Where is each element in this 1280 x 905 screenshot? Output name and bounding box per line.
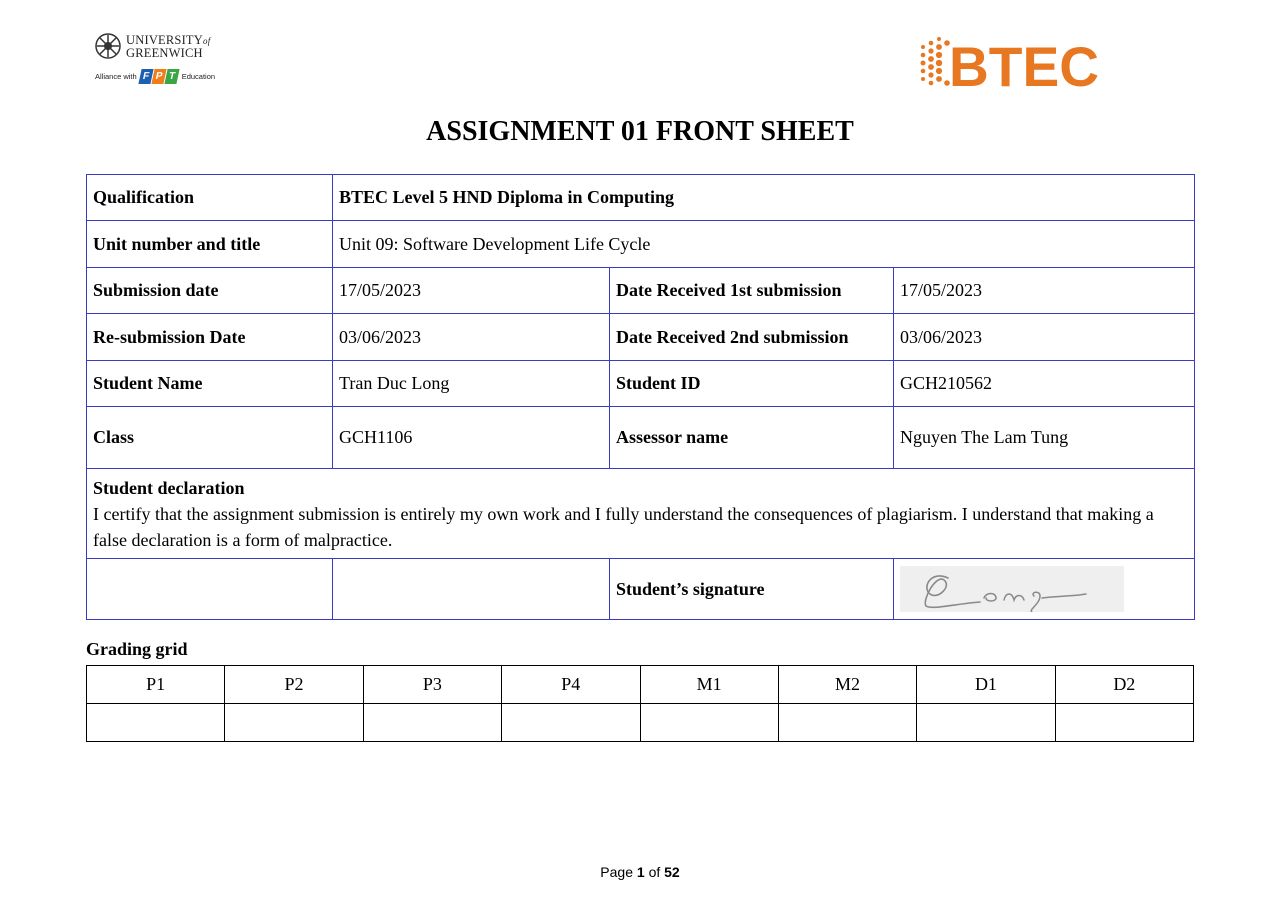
grade-header-p4: P4 <box>502 666 640 704</box>
btec-logo <box>917 33 1102 93</box>
unit-value: Unit 09: Software Development Life Cycle <box>333 221 1195 268</box>
grade-header-d2: D2 <box>1055 666 1193 704</box>
education-text: Education <box>181 72 216 81</box>
date-received-2-label: Date Received 2nd submission <box>610 314 894 361</box>
student-name-value: Tran Duc Long <box>333 361 610 407</box>
grade-cell-p4 <box>502 704 640 742</box>
signature-label: Student’s signature <box>610 559 894 620</box>
student-name-label: Student Name <box>87 361 333 407</box>
grade-header-p3: P3 <box>363 666 501 704</box>
grade-cell-d2 <box>1055 704 1193 742</box>
date-received-1-value: 17/05/2023 <box>894 268 1195 314</box>
grade-header-p1: P1 <box>87 666 225 704</box>
student-id-label: Student ID <box>610 361 894 407</box>
date-received-2-value: 03/06/2023 <box>894 314 1195 361</box>
grade-header-m1: M1 <box>640 666 778 704</box>
greenwich-crest-icon <box>95 33 121 59</box>
empty-cell <box>87 559 333 620</box>
front-sheet-table <box>86 174 1195 620</box>
grade-cell-p3 <box>363 704 501 742</box>
university-of-greenwich-logo: UNIVERSITYof GREENWICH Alliance with F P T Education <box>95 32 216 82</box>
student-signature <box>900 566 1124 612</box>
grade-cell-d1 <box>917 704 1055 742</box>
class-label: Class <box>87 407 333 469</box>
grade-cell-m1 <box>640 704 778 742</box>
qualification-label: Qualification <box>87 175 333 221</box>
page-title: ASSIGNMENT 01 FRONT SHEET <box>426 116 854 147</box>
grade-header-d1: D1 <box>917 666 1055 704</box>
date-received-1-label: Date Received 1st submission <box>610 268 894 314</box>
resubmission-date-label: Re-submission Date <box>87 314 333 361</box>
student-id-value: GCH210562 <box>894 361 1195 407</box>
qualification-value: BTEC Level 5 HND Diploma in Computing <box>333 175 1195 221</box>
grade-header-p2: P2 <box>225 666 363 704</box>
signature-cell <box>894 559 1195 620</box>
submission-date-value: 17/05/2023 <box>333 268 610 314</box>
grade-header-m2: M2 <box>778 666 916 704</box>
assessor-value: Nguyen The Lam Tung <box>894 407 1195 469</box>
grade-cell-m2 <box>778 704 916 742</box>
empty-cell <box>333 559 610 620</box>
page-number: Page 1 of 52 <box>600 864 680 880</box>
btec-text: BTEC <box>949 35 1099 93</box>
grading-grid-table <box>86 665 1194 742</box>
submission-date-label: Submission date <box>87 268 333 314</box>
declaration-text: I certify that the assignment submission is entirely my own work and I fully understand the consequences of plagiarism. I understand that making a false declaration is a form of malpractice. <box>93 504 1154 550</box>
class-value: GCH1106 <box>333 407 610 469</box>
assessor-label: Assessor name <box>610 407 894 469</box>
grading-grid-label: Grading grid <box>86 639 188 659</box>
resubmission-date-value: 03/06/2023 <box>333 314 610 361</box>
unit-label: Unit number and title <box>87 221 333 268</box>
grade-cell-p2 <box>225 704 363 742</box>
student-declaration <box>87 469 1195 559</box>
alliance-text: Alliance with <box>95 72 137 81</box>
grade-cell-p1 <box>87 704 225 742</box>
declaration-title: Student declaration <box>93 478 245 498</box>
fpt-logo: F P T <box>140 69 179 84</box>
